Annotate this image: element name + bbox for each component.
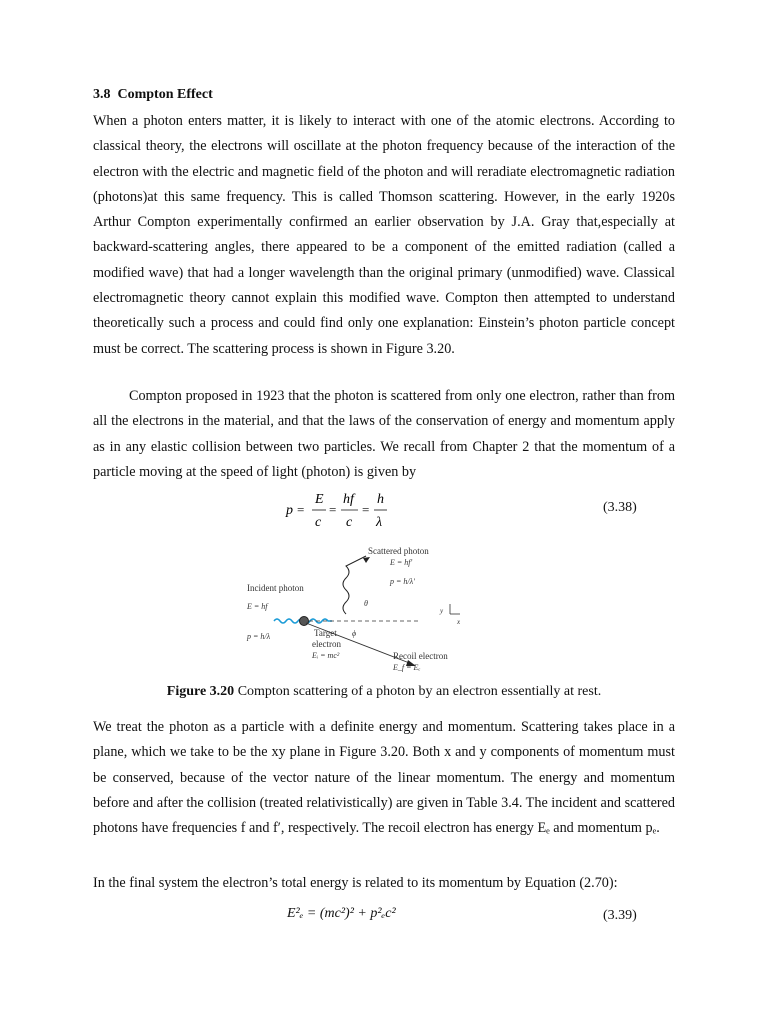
target-electron-dot xyxy=(300,617,309,626)
label-target: Target xyxy=(314,628,337,638)
label-scattered-momentum: p = h/λ′ xyxy=(390,577,415,586)
paragraph-1: When a photon enters matter, it is likely to interact with one of the atomic electrons. According to classical theory, the electrons will oscillate at the photon frequency because of the interaction of the electron with the electric and magnetic field of the photon and will reradiate electromagnetic radiation (photons)at this same frequency. This is called Thomson scattering. However, in the early 1920s Arthur Compton experimentally confirmed an earlier observation by J.A. Gray that,especially at backward-scattering angles, there appeared to be a component of the emitted radiation (called a modified wave) that had a longer wavelength than the original primary (unmodified) wave. Classical electromagnetic theory cannot explain this modified wave. Compton then attempted to understand theoretically such a process and could find only one explanation: Einstein’s photon particle concept must be correct. The scattering process is shown in Figure 3.20. xyxy=(93,113,675,357)
scattered-arrowhead xyxy=(363,557,370,563)
eq-c-1: c xyxy=(315,515,322,530)
eq-equals-1: = xyxy=(297,502,305,517)
section-heading xyxy=(93,87,213,103)
label-electron: electron xyxy=(312,639,341,649)
paragraph-2: Compton proposed in 1923 that the photon is scattered from only one electron, rather than from all the electrons in the material, and that the laws of the conservation of energy and momentum apply as in any elastic collision between two particles. We recall from Chapter 2 that the momentum of a particle moving at the speed of light (photon) is given by xyxy=(93,388,675,480)
figure-label: Figure 3.20 xyxy=(166,684,235,699)
eq-hf: hf xyxy=(343,492,354,507)
label-incident-momentum: p = h/λ xyxy=(247,632,271,641)
paragraph-4: In the final system the electron’s total energy is related to its momentum by Equation (2.70): xyxy=(93,875,618,891)
figure-caption xyxy=(0,684,768,700)
eq-c-2: c xyxy=(346,515,353,530)
label-recoil-energy: E_f = Eₑ xyxy=(393,663,421,672)
label-axis-x: x xyxy=(457,618,461,626)
figure-caption-text: Compton scattering of a photon by an electron essentially at rest. xyxy=(237,684,602,699)
eq-p: p xyxy=(286,503,293,518)
scattered-photon-wave xyxy=(343,556,366,614)
eq-equals-3: = xyxy=(362,502,370,517)
label-recoil-electron: Recoil electron xyxy=(393,651,448,661)
label-theta: θ xyxy=(364,599,368,608)
section-number: 3.8 xyxy=(93,87,111,102)
equation-3-38-math xyxy=(284,490,424,530)
paragraph-3: We treat the photon as a particle with a definite energy and momentum. Scattering takes place in a plane, which we take to be the xy plane in Figure 3.20. Both x and y components of momentum must be conserved, because of the vector nature of the linear momentum. The energy and momentum before and after the collision (treated relativistically) are given in Table 3.4. The incident and scattered photons have frequencies f and f′, respectively. The recoil electron has energy Eₑ and momentum pₑ. xyxy=(93,719,675,837)
label-phi: ϕ xyxy=(352,629,357,638)
compton-figure xyxy=(240,542,490,672)
equation-3-39-math: E²ₑ = (mc²)² + p²ₑc² xyxy=(287,906,396,921)
label-incident-energy: E = hf xyxy=(247,602,268,611)
label-scattered-photon: Scattered photon xyxy=(368,546,429,556)
eq-equals-2: = xyxy=(329,502,337,517)
eq-h: h xyxy=(377,492,384,507)
eq-E: E xyxy=(315,492,324,507)
equation-number-3-38: (3.38) xyxy=(603,500,637,515)
label-incident-photon: Incident photon xyxy=(247,583,304,593)
section-title: Compton Effect xyxy=(117,87,213,102)
eq-lambda: λ xyxy=(376,515,383,530)
label-scattered-energy: E = hf′ xyxy=(390,558,413,567)
equation-number-3-39: (3.39) xyxy=(603,908,637,923)
label-axis-y: y xyxy=(440,607,444,615)
label-target-energy: Eᵢ = mc² xyxy=(312,651,340,660)
